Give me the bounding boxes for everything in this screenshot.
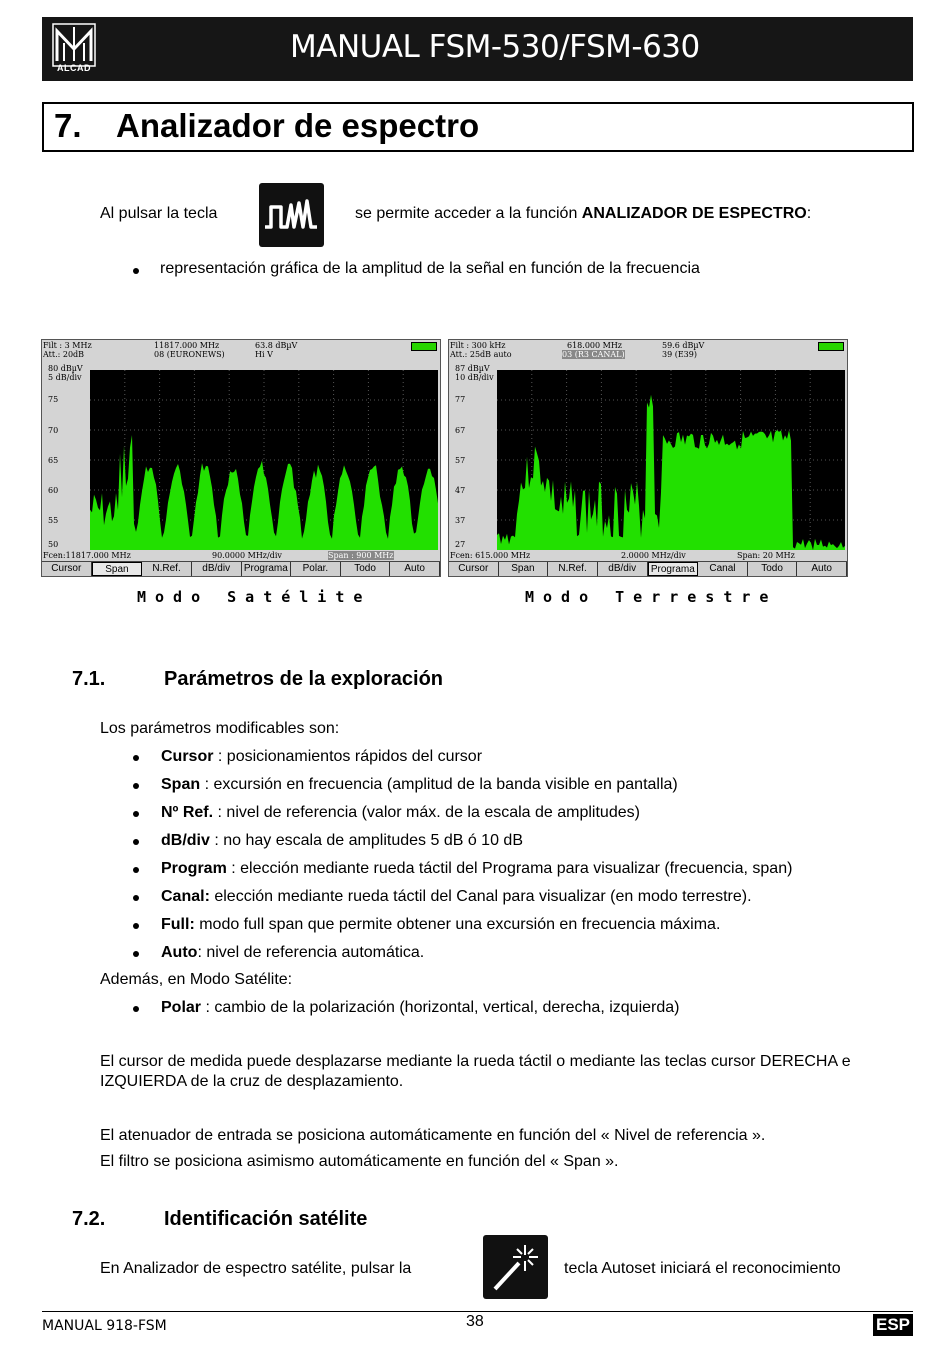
ter-attenuation: Att.: 25dB auto: [450, 350, 512, 359]
param-description: : nivel de referencia automática.: [197, 944, 425, 961]
softkey-dbdiv[interactable]: dB/div: [598, 562, 648, 576]
param-item: [161, 775, 678, 795]
section-title: Identificación satélite: [164, 1208, 368, 1230]
section-number: 7.2.: [72, 1208, 106, 1230]
ter-y-tick: 77: [455, 395, 466, 404]
page-number: 38: [466, 1313, 484, 1330]
cursor-paragraph-line1: El cursor de medida puede desplazarse mediante la rueda táctil o mediante las teclas cursor DERECHA e: [100, 1053, 851, 1070]
param-description: : elección mediante rueda táctil del Programa para visualizar (frecuencia, span): [226, 860, 793, 877]
param-name: dB/div: [161, 832, 210, 849]
ter-spectrum-trace: [497, 370, 845, 550]
autoset-text-after: tecla Autoset iniciará el reconocimiento: [564, 1260, 841, 1277]
ter-channel: 39 (E39): [662, 350, 697, 359]
param-description: modo full span que permite obtener una excursión en frecuencia máxima.: [194, 916, 721, 933]
softkey-nref[interactable]: N.Ref.: [548, 562, 598, 576]
logo-text: ALCAD: [57, 63, 91, 73]
chapter-title: Analizador de espectro: [116, 107, 480, 144]
param-name: Program: [161, 860, 227, 877]
sat-spectrum-plot: [90, 370, 438, 550]
ter-program: 03 (R3 CANAL): [562, 350, 625, 359]
ter-scale: 10 dB/div: [455, 373, 494, 382]
softkey-todo[interactable]: Todo: [341, 562, 391, 576]
sat-y-tick: 50: [48, 540, 59, 549]
param-name: Cursor: [161, 748, 214, 765]
param-item: [161, 943, 424, 963]
param-item: [161, 915, 720, 935]
filter-paragraph: El filtro se posiciona asimismo automáticamente en función del « Span ».: [100, 1153, 619, 1170]
ter-y-tick: 47: [455, 486, 466, 495]
param-description: elección mediante rueda táctil del Canal para visualizar (en modo terrestre).: [209, 888, 752, 905]
param-name: Canal:: [161, 888, 210, 905]
bullet-icon: [133, 895, 139, 901]
ter-center-freq: Fcen: 615.000 MHz: [450, 551, 531, 560]
bullet-icon: [133, 1006, 139, 1012]
chapter-title-box: [42, 102, 914, 152]
param-item: [161, 859, 792, 879]
battery-icon: [411, 342, 437, 351]
ter-ref-level: 87 dBµV: [455, 364, 490, 373]
section-number: 7.1.: [72, 668, 106, 690]
spectrum-key-icon: [259, 183, 324, 247]
intro-bullet-text: representación gráfica de la amplitud de la señal en función de la frecuencia: [160, 260, 700, 277]
sat-span: Span : 900 MHz: [328, 551, 394, 560]
spectrum-screen-terrestrial: [448, 339, 848, 577]
param-polar: Polar : cambio de la polarización (horizontal, vertical, derecha, izquierda): [161, 999, 680, 1016]
softkey-dbdiv[interactable]: dB/div: [192, 562, 242, 576]
ter-y-tick: 57: [455, 456, 466, 465]
sat-y-tick: 60: [48, 486, 59, 495]
param-name: Auto: [161, 944, 198, 961]
sat-ref-level: 80 dBµV: [48, 364, 83, 373]
bullet-icon: [133, 951, 139, 957]
caption-terrestrial: Modo Terrestre: [525, 588, 778, 606]
caption-satellite: Modo Satélite: [137, 588, 372, 606]
satellite-note: Además, en Modo Satélite:: [100, 971, 293, 988]
ter-softkeys: [449, 561, 847, 576]
softkey-span[interactable]: Span: [499, 562, 549, 576]
softkey-nref[interactable]: N.Ref.: [142, 562, 192, 576]
ter-y-tick: 37: [455, 516, 466, 525]
manual-title: MANUAL FSM-530/FSM-630: [290, 29, 700, 65]
sat-attenuation: Att.: 20dB: [43, 350, 85, 359]
sat-filter: Filt : 3 MHz: [43, 341, 92, 350]
bullet-icon: [133, 811, 139, 817]
ter-y-tick: 27: [455, 540, 466, 549]
intro-text-before: Al pulsar la tecla: [100, 205, 218, 222]
param-item: [161, 887, 752, 907]
bullet-icon: [133, 755, 139, 761]
softkey-cursor[interactable]: Cursor: [42, 562, 92, 576]
sat-spectrum-trace: [90, 370, 438, 550]
softkey-cursor[interactable]: Cursor: [449, 562, 499, 576]
param-name: Nº Ref.: [161, 804, 214, 821]
softkey-polar[interactable]: Polar.: [291, 562, 341, 576]
ter-y-tick: 67: [455, 426, 466, 435]
footer-divider: [42, 1311, 913, 1312]
sat-scale: 5 dB/div: [48, 373, 82, 382]
spectrum-screen-satellite: [41, 339, 441, 577]
softkey-programa[interactable]: Programa: [242, 562, 292, 576]
param-name: Full:: [161, 916, 195, 933]
sat-y-tick: 65: [48, 456, 59, 465]
bullet-icon: [133, 839, 139, 845]
param-description: : posicionamientos rápidos del cursor: [213, 748, 483, 765]
sat-center-freq: Fcen:11817.000 MHz: [43, 551, 131, 560]
softkey-canal[interactable]: Canal: [698, 562, 748, 576]
ter-level: 59.6 dBµV: [662, 341, 705, 350]
param-description: : nivel de referencia (valor máx. de la escala de amplitudes): [213, 804, 640, 821]
bullet-icon: [133, 783, 139, 789]
battery-icon: [818, 342, 844, 351]
softkey-auto[interactable]: Auto: [390, 562, 440, 576]
cursor-paragraph-line2: IZQUIERDA de la cruz de desplazamiento.: [100, 1073, 404, 1090]
ter-spectrum-plot: [497, 370, 845, 550]
ter-frequency: 618.000 MHz: [567, 341, 623, 350]
sat-y-tick: 70: [48, 426, 59, 435]
softkey-span[interactable]: Span: [92, 562, 143, 576]
sat-trace: [90, 435, 438, 550]
param-item: [161, 747, 482, 767]
attenuator-paragraph: El atenuador de entrada se posiciona automáticamente en función del « Nivel de referencia ».: [100, 1127, 766, 1144]
ter-filter: Filt : 300 kHz: [450, 341, 506, 350]
sat-polarization: Hi V: [255, 350, 273, 359]
softkey-todo[interactable]: Todo: [748, 562, 798, 576]
param-description: : no hay escala de amplitudes 5 dB ó 10 dB: [209, 832, 523, 849]
param-description: : excursión en frecuencia (amplitud de la banda visible en pantalla): [200, 776, 678, 793]
autoset-text-before: En Analizador de espectro satélite, pulsar la: [100, 1260, 412, 1277]
page-header: [42, 17, 913, 81]
softkey-auto[interactable]: Auto: [797, 562, 847, 576]
intro-text-after: se permite acceder a la función ANALIZADOR DE ESPECTRO:: [355, 205, 812, 222]
bullet-icon: [133, 867, 139, 873]
param-item: [161, 831, 523, 851]
sat-div: 90.0000 MHz/div: [212, 551, 282, 560]
sat-y-tick: 55: [48, 516, 59, 525]
section-title: Parámetros de la exploración: [164, 668, 444, 690]
bullet-icon: [133, 268, 139, 274]
sat-y-tick: 75: [48, 395, 59, 404]
language-badge: ESP: [873, 1314, 913, 1336]
sat-level: 63.8 dBµV: [255, 341, 298, 350]
bullet-icon: [133, 923, 139, 929]
ter-div: 2.0000 MHz/div: [621, 551, 686, 560]
sat-softkeys: [42, 561, 440, 576]
chapter-number: 7.: [54, 107, 82, 144]
params-intro: Los parámetros modificables son:: [100, 720, 340, 737]
param-item: [161, 803, 640, 823]
ter-span: Span: 20 MHz: [737, 551, 795, 560]
sat-frequency: 11817.000 MHz: [154, 341, 220, 350]
magic-wand-icon: [483, 1235, 548, 1299]
sat-program: 08 (EURONEWS): [154, 350, 225, 359]
footer-manual-name: MANUAL 918-FSM: [42, 1318, 167, 1334]
softkey-programa[interactable]: Programa: [648, 562, 699, 576]
param-name: Span: [161, 776, 201, 793]
